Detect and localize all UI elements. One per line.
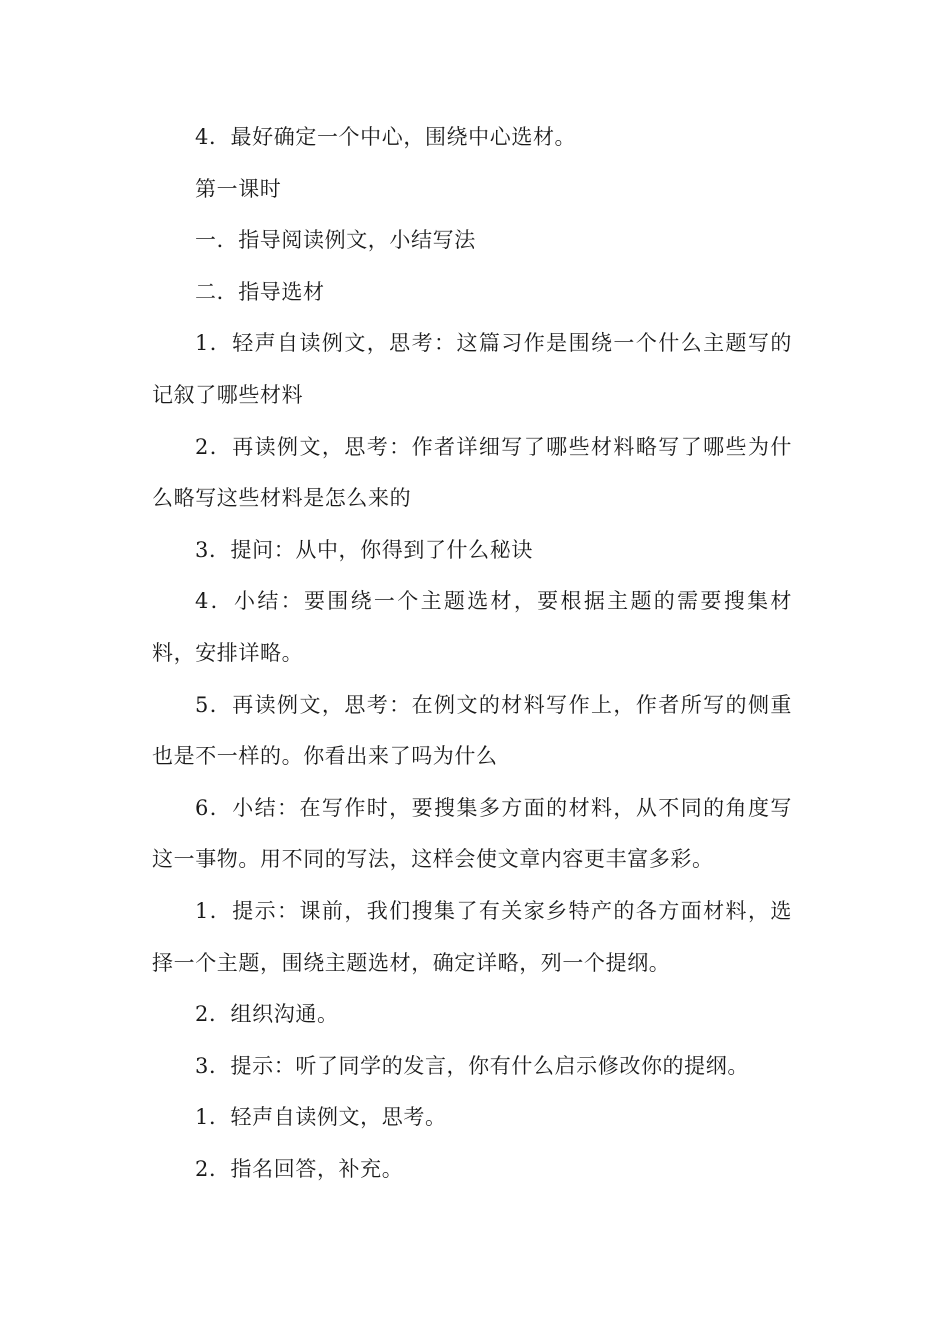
paragraph-6: 2．再读例文，思考：作者详细写了哪些材料略写了哪些为什么略写这些材料是怎么来的 <box>152 434 792 511</box>
paragraph-9: 5．再读例文，思考：在例文的材料写作上，作者所写的侧重也是不一样的。你看出来了吗为什么 <box>152 692 792 769</box>
paragraph-3: 一．指导阅读例文，小结写法 <box>195 228 476 253</box>
paragraph-5: 1．轻声自读例文，思考：这篇习作是围绕一个什么主题写的记叙了哪些材料 <box>152 331 792 407</box>
document-body <box>152 112 792 1195</box>
paragraph-11: 1．提示：课前，我们搜集了有关家乡特产的各方面材料，选择一个主题，围绕主题选材，确定详略，列一个提纲。 <box>152 898 792 975</box>
paragraph-1: 4．最好确定一个中心，围绕中心选材。 <box>195 125 577 149</box>
paragraph-8: 4．小结：要围绕一个主题选材，要根据主题的需要搜集材料，安排详略。 <box>152 589 792 665</box>
paragraph-2: 第一课时 <box>195 176 282 201</box>
paragraph-15: 2．指名回答，补充。 <box>195 1156 404 1181</box>
paragraph-4: 二．指导选材 <box>195 279 325 304</box>
paragraph-13: 3．提示：听了同学的发言，你有什么启示修改你的提纲。 <box>195 1053 749 1078</box>
paragraph-10: 6．小结：在写作时，要搜集多方面的材料，从不同的角度写这一事物。用不同的写法，这样会使文章内容更丰富多彩。 <box>152 795 792 872</box>
paragraph-14: 1．轻声自读例文，思考。 <box>195 1105 447 1130</box>
paragraph-12: 2．组织沟通。 <box>195 1002 339 1027</box>
paragraph-7: 3．提问：从中，你得到了什么秘诀 <box>195 537 533 562</box>
